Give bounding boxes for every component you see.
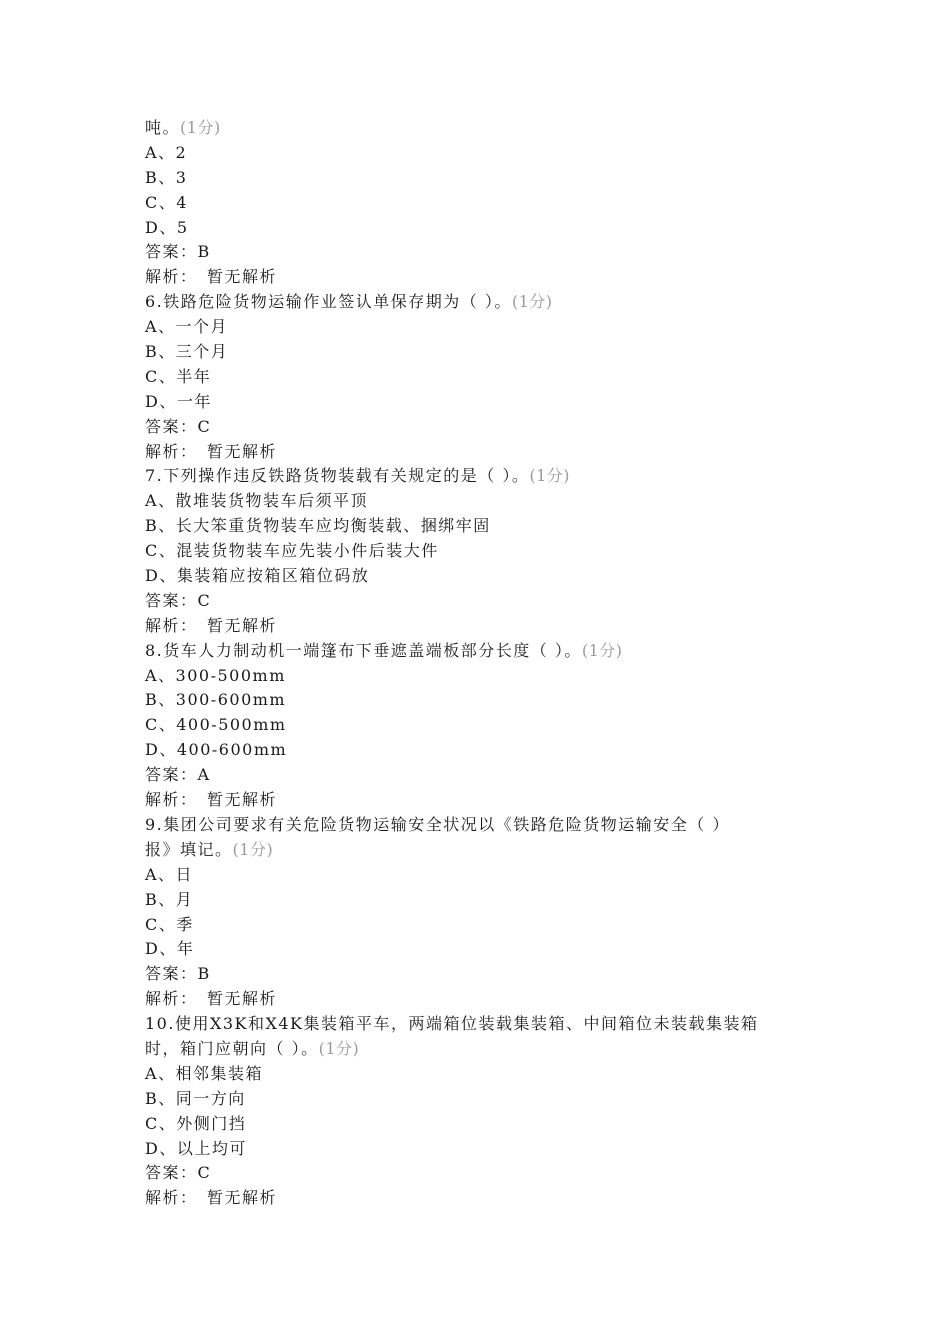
question-7 (145, 464, 825, 638)
question-score: (1分) (511, 292, 553, 312)
option-b: B、三个月 (145, 342, 229, 362)
answer-line: 答案：C (145, 1163, 212, 1183)
question-text: 时，箱门应朝向（ ）。 (145, 1038, 319, 1058)
question-text-line (145, 1037, 825, 1062)
analysis-line: 解析： 暂无解析 (145, 989, 278, 1009)
option-c: C、外侧门挡 (145, 1113, 247, 1133)
option-a: A、一个月 (145, 317, 229, 337)
option-b: B、300-600mm (145, 690, 287, 710)
option-c: C、4 (145, 192, 188, 212)
question-text: 6.铁路危险货物运输作业签认单保存期为（ ）。 (145, 292, 512, 312)
analysis-line: 解析： 暂无解析 (145, 615, 278, 635)
analysis-line: 解析： 暂无解析 (145, 267, 278, 287)
option-c: C、半年 (145, 366, 212, 386)
analysis-line: 解析： 暂无解析 (145, 441, 278, 461)
question-score: (1分) (232, 839, 274, 859)
option-d: D、一年 (145, 391, 212, 411)
question-text-line: 10.使用X3K和X4K集装箱平车，两端箱位装载集装箱、中间箱位未装载集装箱 (145, 1014, 759, 1034)
option-d: D、400-600mm (145, 740, 288, 760)
answer-line: 答案：C (145, 416, 212, 436)
question-text: 8.货车人力制动机一端篷布下垂遮盖端板部分长度（ ）。 (145, 640, 582, 660)
question-text-line (145, 639, 825, 664)
question-6 (145, 290, 825, 464)
question-score: (1分) (529, 466, 571, 486)
answer-line: 答案：B (145, 242, 211, 262)
option-c: C、季 (145, 914, 194, 934)
option-d: D、年 (145, 939, 195, 959)
question-text: 吨。 (145, 118, 181, 137)
answer-line: 答案：B (145, 964, 211, 984)
option-a: A、相邻集装箱 (145, 1063, 264, 1083)
option-b: B、3 (145, 167, 188, 187)
question-text-line: 9.集团公司要求有关危险货物运输安全状况以《铁路危险货物运输安全（ ） (145, 814, 730, 834)
answer-line: 答案：C (145, 590, 212, 610)
analysis-line: 解析： 暂无解析 (145, 790, 278, 810)
option-d: D、5 (145, 217, 189, 237)
analysis-line: 解析： 暂无解析 (145, 1188, 278, 1208)
option-c: C、400-500mm (145, 715, 287, 735)
question-text-line (145, 116, 825, 141)
question-score: (1分) (318, 1038, 360, 1058)
option-c: C、混装货物装车应先装小件后装大件 (145, 541, 439, 561)
question-text: 报》填记。 (145, 839, 233, 859)
answer-line: 答案：A (145, 765, 211, 785)
question-score: (1分) (581, 640, 623, 660)
option-a: A、散堆装货物装车后须平顶 (145, 491, 369, 511)
option-b: B、月 (145, 889, 194, 909)
option-a: A、2 (145, 142, 188, 162)
option-a: A、300-500mm (145, 665, 286, 685)
question-5-continuation (145, 116, 825, 290)
question-text-line (145, 290, 825, 315)
question-text-line (145, 464, 825, 489)
question-10 (145, 1012, 825, 1211)
question-score: (1分) (180, 118, 221, 137)
question-text: 7.下列操作违反铁路货物装载有关规定的是（ ）。 (145, 466, 530, 486)
option-b: B、长大笨重货物装车应均衡装载、捆绑牢固 (145, 516, 491, 536)
option-a: A、日 (145, 864, 194, 884)
question-text-line (145, 838, 825, 863)
question-8 (145, 639, 825, 813)
option-d: D、集装箱应按箱区箱位码放 (145, 566, 370, 586)
exam-document (145, 116, 825, 1211)
option-d: D、以上均可 (145, 1138, 247, 1158)
option-b: B、同一方向 (145, 1088, 246, 1108)
question-9 (145, 813, 825, 1012)
